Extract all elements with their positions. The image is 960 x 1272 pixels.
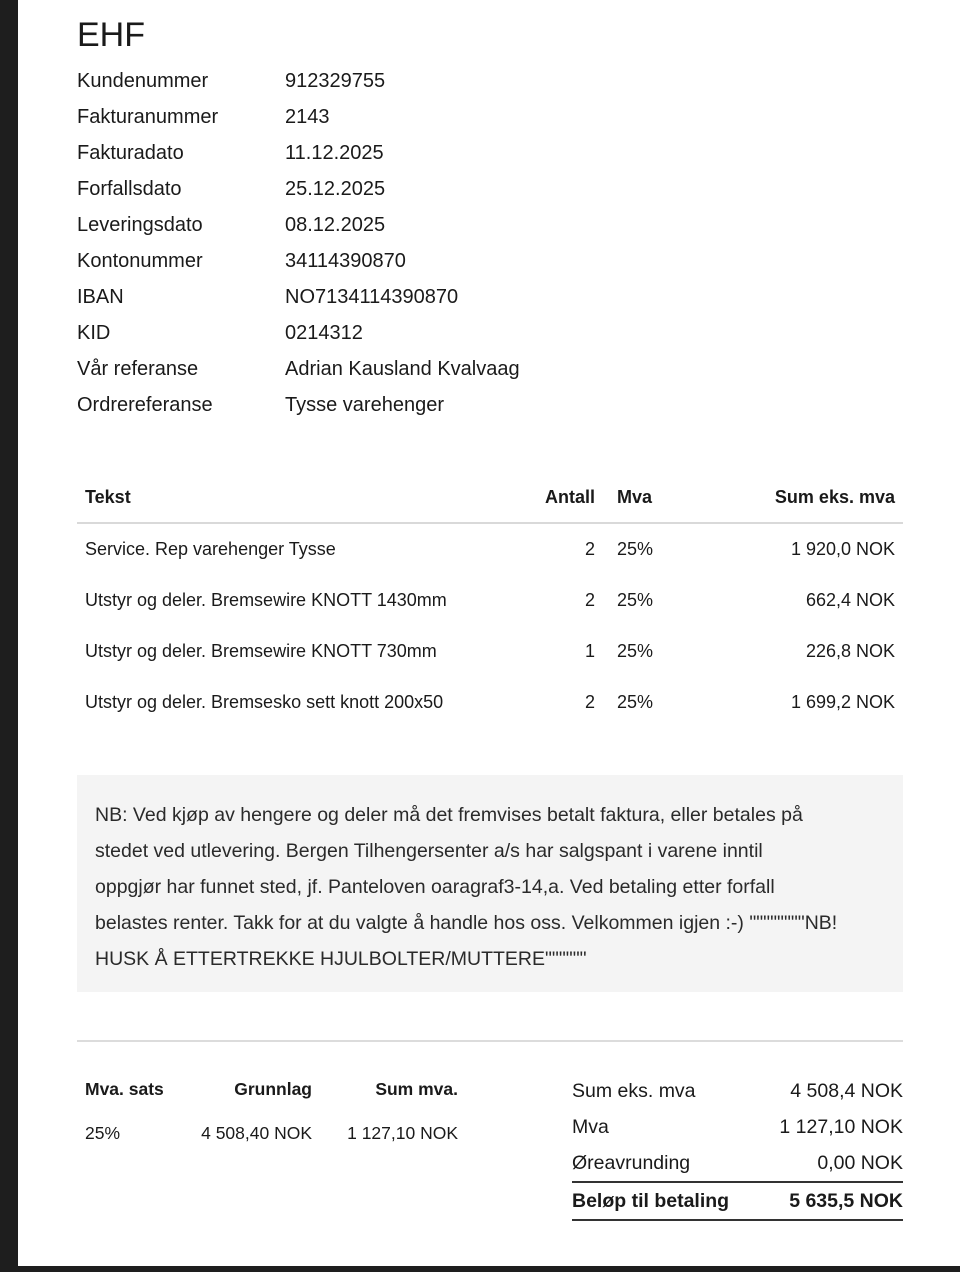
total-row-net (572, 1073, 903, 1109)
table-header (77, 472, 903, 524)
meta-row-invoice-number (77, 99, 677, 135)
total-value: 0,00 NOK (817, 1151, 903, 1174)
totals-summary (572, 1073, 903, 1221)
vat-header-sum: Sum mva. (375, 1078, 458, 1099)
cell-vat: 25% (617, 539, 654, 559)
meta-row-account-number (77, 243, 677, 279)
meta-key: Fakturanummer (77, 105, 219, 128)
meta-key: Leveringsdato (77, 213, 203, 236)
cell-vat: 25% (617, 641, 654, 661)
note-line: HUSK Å ETTERTREKKE HJULBOLTER/MUTTERE"""""" (95, 948, 587, 970)
vat-summary-table (77, 1070, 477, 1158)
meta-key: KID (77, 321, 111, 344)
table-row (77, 575, 903, 626)
total-value: 4 508,4 NOK (790, 1079, 903, 1102)
cell-qty: 1 (584, 641, 595, 661)
meta-value: 34114390870 (285, 249, 406, 272)
amount-due-value: 5 635,5 NOK (789, 1189, 903, 1212)
meta-value: Adrian Kausland Kvalvaag (285, 357, 520, 380)
meta-key: Fakturadato (77, 141, 184, 164)
meta-key: Ordrereferanse (77, 393, 213, 416)
note-line: NB: Ved kjøp av hengere og deler må det fremvises betalt faktura, eller betales på (95, 804, 803, 826)
meta-value: 25.12.2025 (285, 177, 386, 200)
cell-sum: 662,4 NOK (805, 590, 895, 610)
invoice-meta (77, 63, 677, 423)
amount-due-row (572, 1183, 903, 1221)
total-row-rounding (572, 1145, 903, 1183)
cell-qty: 2 (584, 692, 595, 712)
header-vat: Mva (617, 486, 653, 507)
meta-row-due-date (77, 171, 677, 207)
meta-row-order-reference (77, 387, 677, 423)
document-title: EHF (77, 16, 145, 54)
vat-rate: 25% (85, 1122, 121, 1143)
meta-row-delivery-date (77, 207, 677, 243)
page-edge-bottom (0, 1266, 960, 1272)
meta-row-iban (77, 279, 677, 315)
note-line: belastes renter. Takk for at du valgte å handle hos oss. Velkommen igjen :-) """"""""NB! (95, 912, 838, 934)
meta-row-invoice-date (77, 135, 677, 171)
total-label: Mva (572, 1115, 609, 1138)
total-value: 1 127,10 NOK (779, 1115, 903, 1138)
cell-vat: 25% (617, 692, 654, 712)
invoice-lines-table (77, 472, 903, 728)
cell-qty: 2 (584, 590, 595, 610)
cell-text: Utstyr og deler. Bremsewire KNOTT 1430mm (85, 590, 447, 610)
vat-header-base: Grunnlag (234, 1078, 312, 1099)
meta-value: 08.12.2025 (285, 213, 386, 236)
meta-value: 0214312 (285, 321, 363, 344)
total-label: Sum eks. mva (572, 1079, 696, 1102)
vat-row (77, 1108, 477, 1158)
meta-key: Vår referanse (77, 357, 199, 380)
meta-value: 11.12.2025 (285, 141, 384, 164)
meta-row-kid (77, 315, 677, 351)
cell-sum: 1 699,2 NOK (790, 692, 895, 712)
note-line: stedet ved utlevering. Bergen Tilhengersenter a/s har salgspant i varene inntil (95, 840, 763, 862)
vat-sum: 1 127,10 NOK (347, 1122, 458, 1143)
cell-vat: 25% (617, 590, 654, 610)
table-row (77, 524, 903, 575)
vat-header-rate: Mva. sats (85, 1078, 164, 1099)
meta-key: IBAN (77, 285, 124, 308)
meta-key: Kundenummer (77, 69, 209, 92)
total-row-vat (572, 1109, 903, 1145)
meta-row-our-reference (77, 351, 677, 387)
total-label: Øreavrunding (572, 1151, 691, 1174)
cell-qty: 2 (584, 539, 595, 559)
meta-value: NO7134114390870 (285, 285, 459, 308)
meta-row-customer-number (77, 63, 677, 99)
terms-note (77, 775, 903, 992)
cell-text: Service. Rep varehenger Tysse (85, 539, 336, 559)
cell-sum: 1 920,0 NOK (790, 539, 895, 559)
meta-value: Tysse varehenger (285, 393, 444, 416)
header-text: Tekst (85, 486, 131, 507)
header-qty: Antall (544, 486, 595, 507)
vat-base: 4 508,40 NOK (201, 1122, 312, 1143)
meta-key: Forfallsdato (77, 177, 182, 200)
cell-text: Utstyr og deler. Bremsesko sett knott 200x50 (85, 692, 444, 712)
header-sum: Sum eks. mva (774, 486, 895, 507)
meta-value: 2143 (285, 105, 330, 128)
note-line: oppgjør har funnet sted, jf. Panteloven oaragraf3-14,a. Ved betaling etter forfall (95, 876, 775, 898)
cell-text: Utstyr og deler. Bremsewire KNOTT 730mm (85, 641, 437, 661)
divider (77, 1040, 903, 1042)
table-row (77, 677, 903, 728)
cell-sum: 226,8 NOK (805, 641, 895, 661)
page-edge-left (0, 0, 18, 1272)
meta-key: Kontonummer (77, 249, 203, 272)
meta-value: 912329755 (285, 69, 386, 92)
table-row (77, 626, 903, 677)
vat-header (77, 1070, 477, 1108)
amount-due-label: Beløp til betaling (572, 1189, 730, 1212)
